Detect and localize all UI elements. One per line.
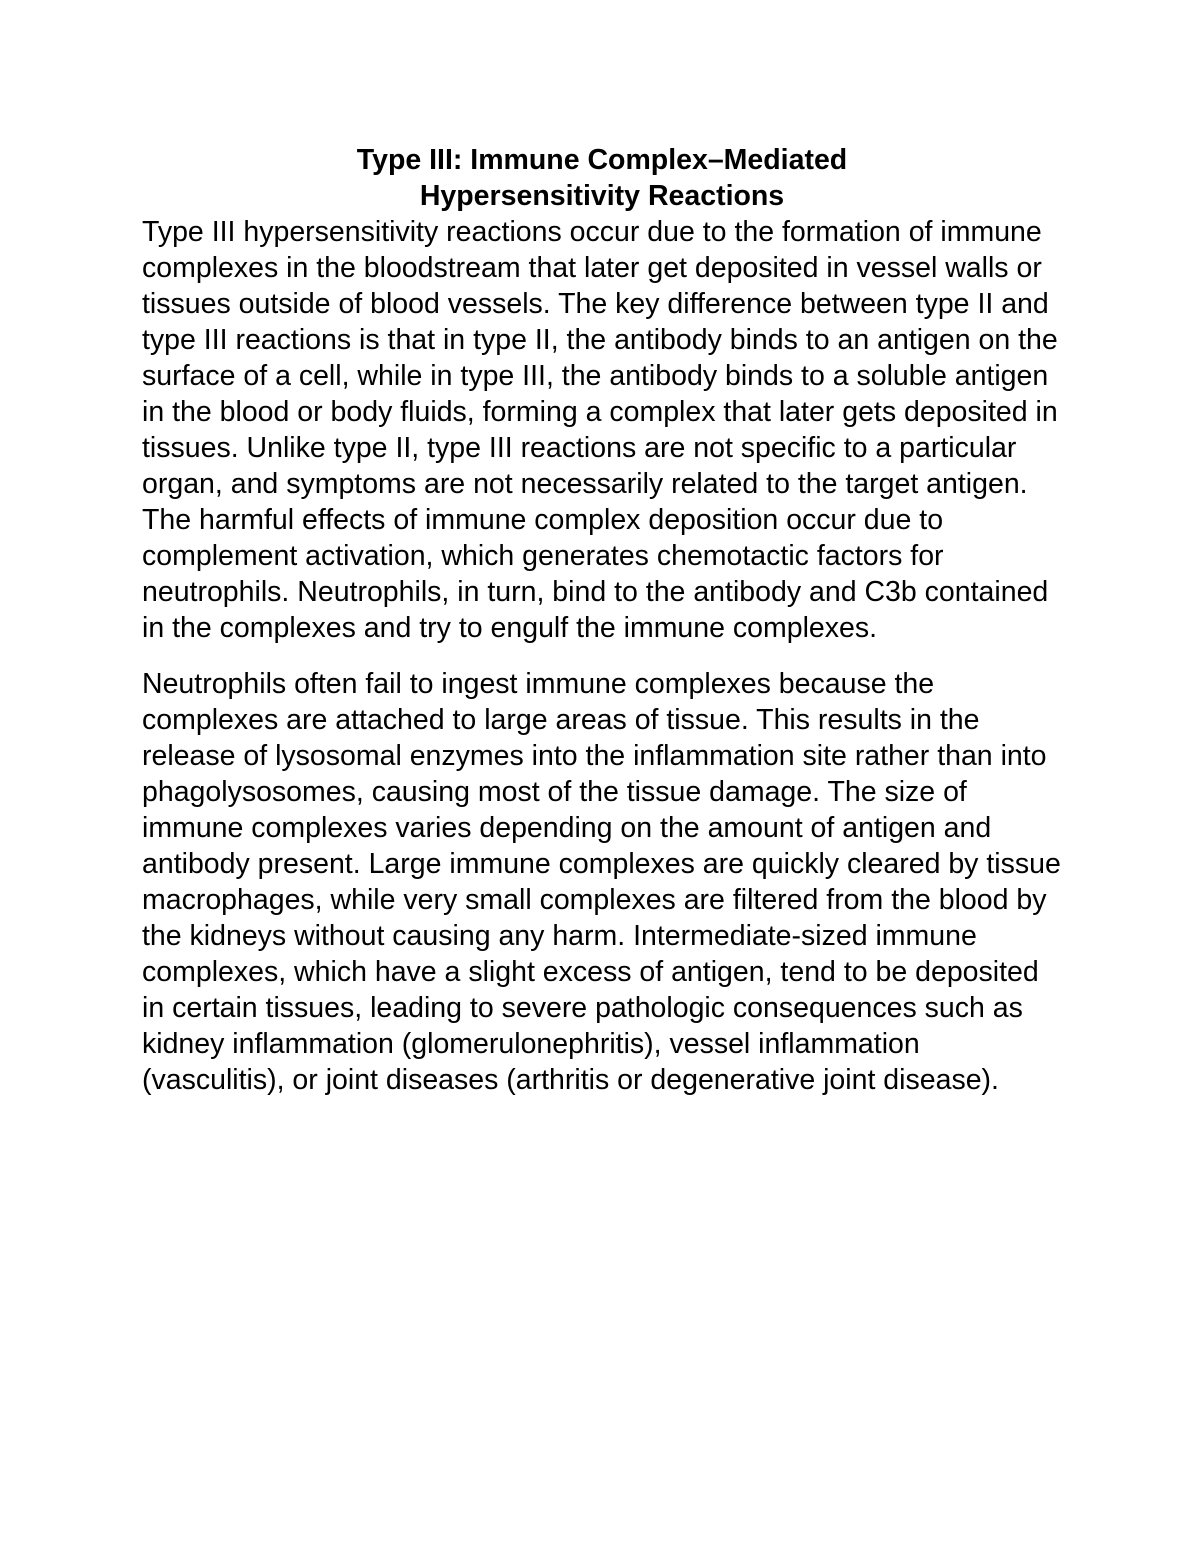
document-title — [142, 142, 1062, 214]
title-line-2: Hypersensitivity Reactions — [419, 180, 785, 212]
document-body — [142, 142, 1062, 1098]
paragraph-1: Type III hypersensitivity reactions occur due to the formation of immune complexes in the bloodstream that later get deposited in vessel walls or tissues outside of blood vessels. The key difference between type II and type III reactions is that in type II, the antibody binds to an antigen on the surface of a cell, while in type III, the antibody binds to a soluble antigen in the blood or body fluids, forming a complex that later gets deposited in tissues. Unlike type II, type III reactions are not specific to a particular organ, and symptoms are not necessarily related to the target antigen. The harmful effects of immune complex deposition occur due to complement activation, which generates chemotactic factors for neutrophils. Neutrophils, in turn, bind to the antibody and C3b contained in the complexes and try to engulf the immune complexes. — [142, 216, 1058, 644]
paragraph-2: Neutrophils often fail to ingest immune complexes because the complexes are attached to large areas of tissue. This results in the release of lysosomal enzymes into the inflammation site rather than into phagolysosomes, causing most of the tissue damage. The size of immune complexes varies depending on the amount of antigen and antibody present. Large immune complexes are quickly cleared by tissue macrophages, while very small complexes are filtered from the blood by the kidneys without causing any harm. Intermediate-sized immune complexes, which have a slight excess of antigen, tend to be deposited in certain tissues, leading to severe pathologic consequences such as kidney inflammation (glomerulonephritis), vessel inflammation (vasculitis), or joint diseases (arthritis or degenerative joint disease). — [142, 668, 1061, 1096]
title-line-1: Type III: Immune Complex–Mediated — [356, 144, 848, 176]
